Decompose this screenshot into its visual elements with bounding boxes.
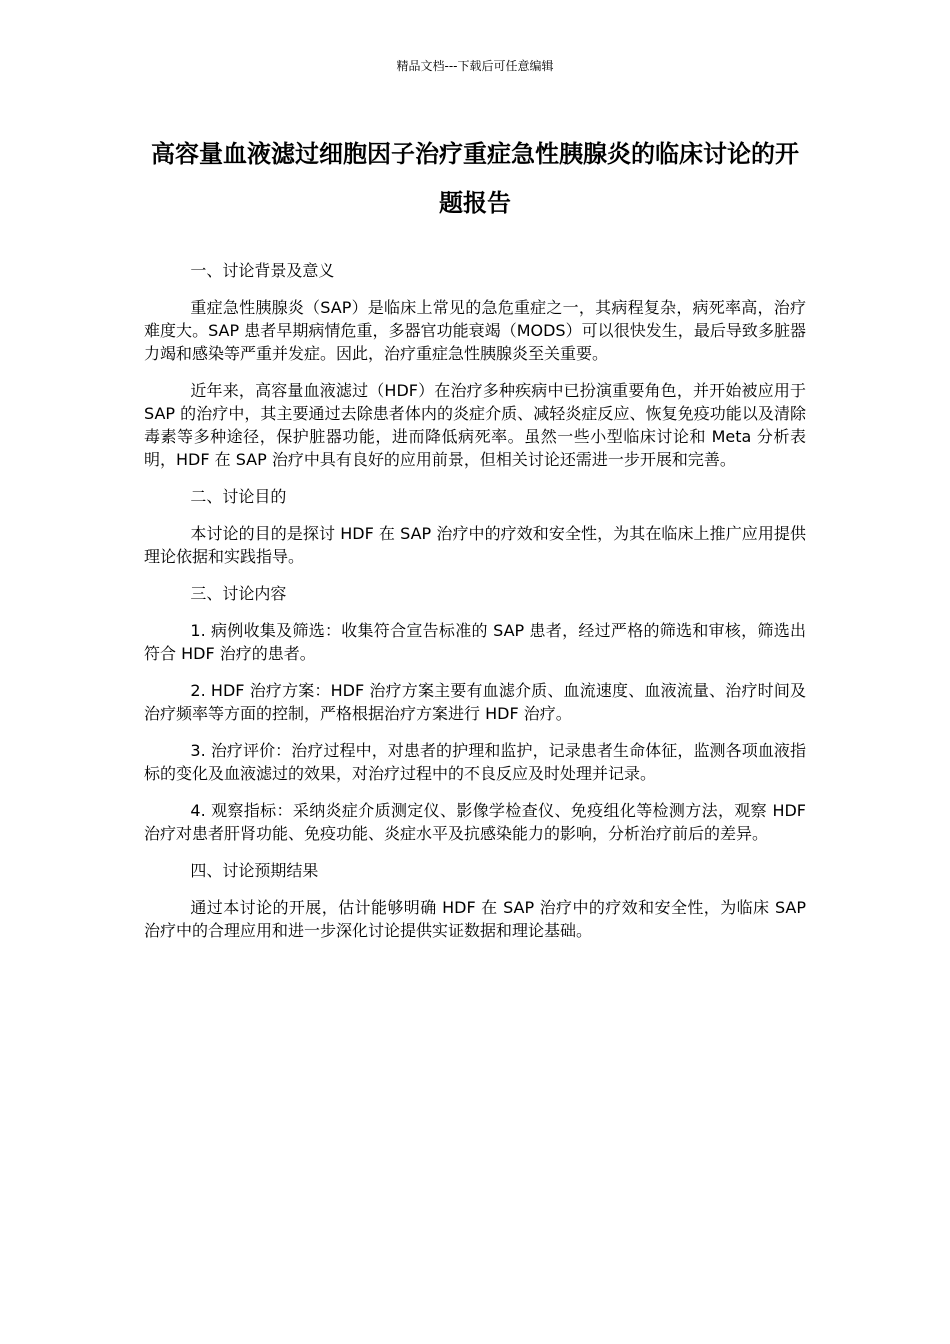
list-item: 1. 病例收集及筛选：收集符合宣告标准的 SAP 患者，经过严格的筛选和审核，筛选出符合 HDF 治疗的患者。: [144, 621, 806, 663]
section-heading-background: 一、讨论背景及意义: [190, 261, 335, 280]
document-body: [144, 259, 806, 956]
list-item: 4. 观察指标：采纳炎症介质测定仪、影像学检查仪、免疫组化等检测方法，观察 HDF 治疗对患者肝肾功能、免疫功能、炎症水平及抗感染能力的影响，分析治疗前后的差异。: [144, 801, 806, 843]
paragraph: 本讨论的目的是探讨 HDF 在 SAP 治疗中的疗效和安全性，为其在临床上推广应用提供理论依据和实践指导。: [144, 524, 806, 566]
paragraph: 重症急性胰腺炎（SAP）是临床上常见的急危重症之一，其病程复杂，病死率高，治疗难度大。SAP 患者早期病情危重，多器官功能衰竭（MODS）可以很快发生，最后导致多脏器力竭和感染等严重并发症。因此，治疗重症急性胰腺炎至关重要。: [144, 298, 806, 363]
list-item: 3. 治疗评价：治疗过程中，对患者的护理和监护，记录患者生命体征，监测各项血液指标的变化及血液滤过的效果，对治疗过程中的不良反应及时处理并记录。: [144, 741, 806, 783]
section-heading-content: 三、讨论内容: [190, 584, 287, 603]
document-title: 高容量血液滤过细胞因子治疗重症急性胰腺炎的临床讨论的开题报告: [151, 140, 799, 217]
header-note: 精品文档---下载后可任意编辑: [396, 59, 554, 73]
paragraph: 通过本讨论的开展，估计能够明确 HDF 在 SAP 治疗中的疗效和安全性，为临床 SAP 治疗中的合理应用和进一步深化讨论提供实证数据和理论基础。: [144, 898, 806, 940]
list-item: 2. HDF 治疗方案：HDF 治疗方案主要有血滤介质、血流速度、血液流量、治疗时间及治疗频率等方面的控制，严格根据治疗方案进行 HDF 治疗。: [144, 681, 806, 723]
paragraph: 近年来，高容量血液滤过（HDF）在治疗多种疾病中已扮演重要角色，并开始被应用于 SAP 的治疗中，其主要通过去除患者体内的炎症介质、减轻炎症反应、恢复免疫功能以及清除毒素等多种途径，保护脏器功能，进而降低病死率。虽然一些小型临床讨论和 Meta 分析表明，HDF 在 SAP 治疗中具有良好的应用前景，但相关讨论还需进一步开展和完善。: [144, 381, 806, 469]
section-heading-purpose: 二、讨论目的: [190, 487, 287, 506]
section-heading-expected: 四、讨论预期结果: [190, 861, 319, 880]
